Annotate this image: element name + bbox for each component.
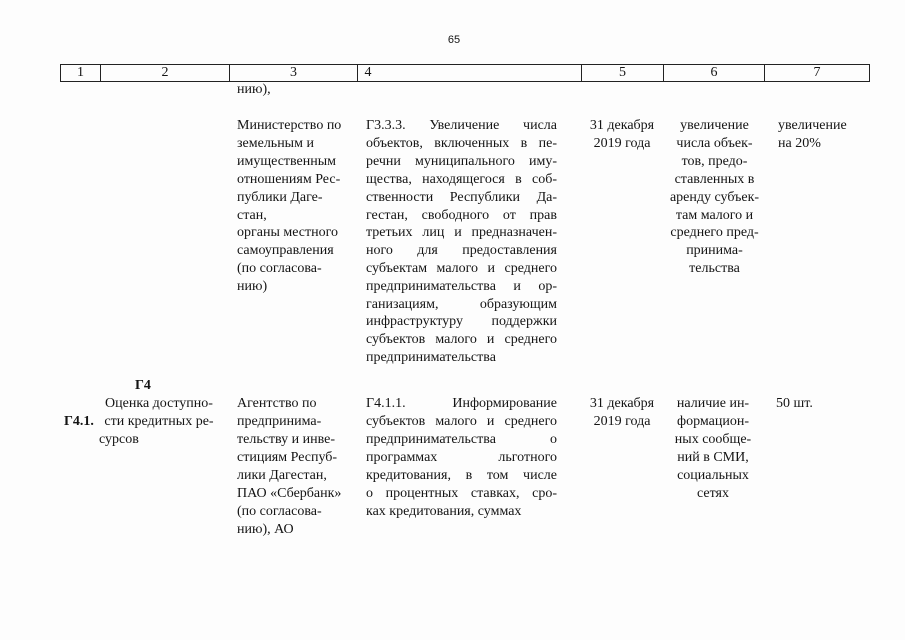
indicator-line: формацион- <box>677 414 749 429</box>
measure-line: предпринимательства о <box>366 432 557 447</box>
task-line: Оценка доступно- <box>105 396 213 411</box>
executor-line: Агентство по <box>237 396 317 411</box>
measure-line: ганизациям, образующим <box>366 297 557 312</box>
executor-line: земельным и <box>237 136 314 151</box>
measure-line: субъектов малого и среднего <box>366 414 557 429</box>
task-line: сти кредитных ре- <box>104 414 214 429</box>
column-header-3: 3 <box>290 65 297 80</box>
column-header-1: 1 <box>77 65 84 80</box>
indicator-line: тов, предо- <box>681 154 748 169</box>
task-line: сурсов <box>99 432 139 447</box>
measure-line: щества, находящегося в соб- <box>366 172 557 187</box>
indicator-line: среднего пред- <box>670 225 759 240</box>
column-header-2: 2 <box>161 65 169 80</box>
executor-line: лики Дагестан, <box>237 468 327 483</box>
executor-line: органы местного <box>237 225 338 240</box>
section-heading: Г4 <box>135 378 151 393</box>
deadline-line: 2019 года <box>593 414 651 429</box>
measure-line: ного для предоставления <box>366 243 557 258</box>
executor-line: предпринима- <box>237 414 322 429</box>
indicator-line: принима- <box>686 243 743 258</box>
indicator-line: числа объек- <box>676 136 753 151</box>
measure-line: третьих лиц и предназначен- <box>366 225 557 240</box>
deadline-line: 31 декабря <box>589 396 655 411</box>
executor-line: (по согласова- <box>237 261 322 276</box>
table-header-row <box>61 64 870 82</box>
column-header-4: 4 <box>364 65 372 80</box>
measure-line: гестан, свободного от прав <box>366 208 557 223</box>
target-line: увеличение <box>778 118 847 133</box>
indicator-line: наличие ин- <box>676 396 750 411</box>
carryover-executor-text: нию), <box>237 82 271 97</box>
indicator-line: ставленных в <box>674 172 755 187</box>
indicator-line: ний в СМИ, <box>677 450 749 465</box>
executor-line: отношениям Рес- <box>237 172 341 187</box>
executor-line: нию), АО <box>237 522 294 537</box>
executor-line: (по согласова- <box>237 504 322 519</box>
measure-line: предпринимательства и ор- <box>366 279 557 294</box>
executor-line: стициям Респуб- <box>237 450 338 465</box>
indicator-line: увеличение <box>680 118 749 133</box>
deadline-line: 2019 года <box>593 136 651 151</box>
indicator-line: социальных <box>677 468 749 483</box>
executor-line: тельству и инве- <box>237 432 336 447</box>
measure-line: Г3.3.3. Увеличение числа <box>366 118 557 133</box>
indicator-line: аренду субъек- <box>669 190 760 205</box>
measure-line: кредитования, в том числе <box>366 468 557 483</box>
column-header-5: 5 <box>619 65 626 80</box>
measure-line: ственности Республики Да- <box>366 190 557 205</box>
measure-line: субъектов малого и среднего <box>366 332 557 347</box>
executor-line: Министерство по <box>237 118 342 133</box>
measure-line: предпринимательства <box>366 350 496 365</box>
deadline-line: 31 декабря <box>589 118 655 133</box>
measure-line: субъектам малого и среднего <box>366 261 557 276</box>
executor-line: имущественным <box>237 154 337 169</box>
executor-line: стан, <box>237 208 267 223</box>
page-number: 65 <box>447 34 461 46</box>
measure-line: о процентных ставках, сро- <box>366 486 557 501</box>
indicator-line: ных сообще- <box>674 432 752 447</box>
measure-line: речни муниципального иму- <box>366 154 557 169</box>
measure-line: объектов, включенных в пе- <box>366 136 557 151</box>
measure-line: инфраструктуру поддержки <box>366 314 557 329</box>
indicator-line: там малого и <box>675 208 754 223</box>
indicator-line: сетях <box>697 486 729 501</box>
executor-line: самоуправления <box>237 243 334 258</box>
executor-line: публики Даге- <box>237 190 323 205</box>
measure-line: программах льготного <box>366 450 557 465</box>
column-header-6: 6 <box>710 65 718 80</box>
executor-line: ПАО «Сбербанк» <box>237 486 342 501</box>
column-header-7: 7 <box>813 65 821 80</box>
indicator-line: тельства <box>689 261 740 276</box>
executor-line: нию) <box>237 279 268 294</box>
measure-line: Г4.1.1. Информирование <box>366 396 557 411</box>
task-code: Г4.1. <box>64 414 94 429</box>
measure-line: ках кредитования, суммах <box>366 504 522 519</box>
target-line: на 20% <box>778 136 821 151</box>
target-line: 50 шт. <box>776 396 813 411</box>
